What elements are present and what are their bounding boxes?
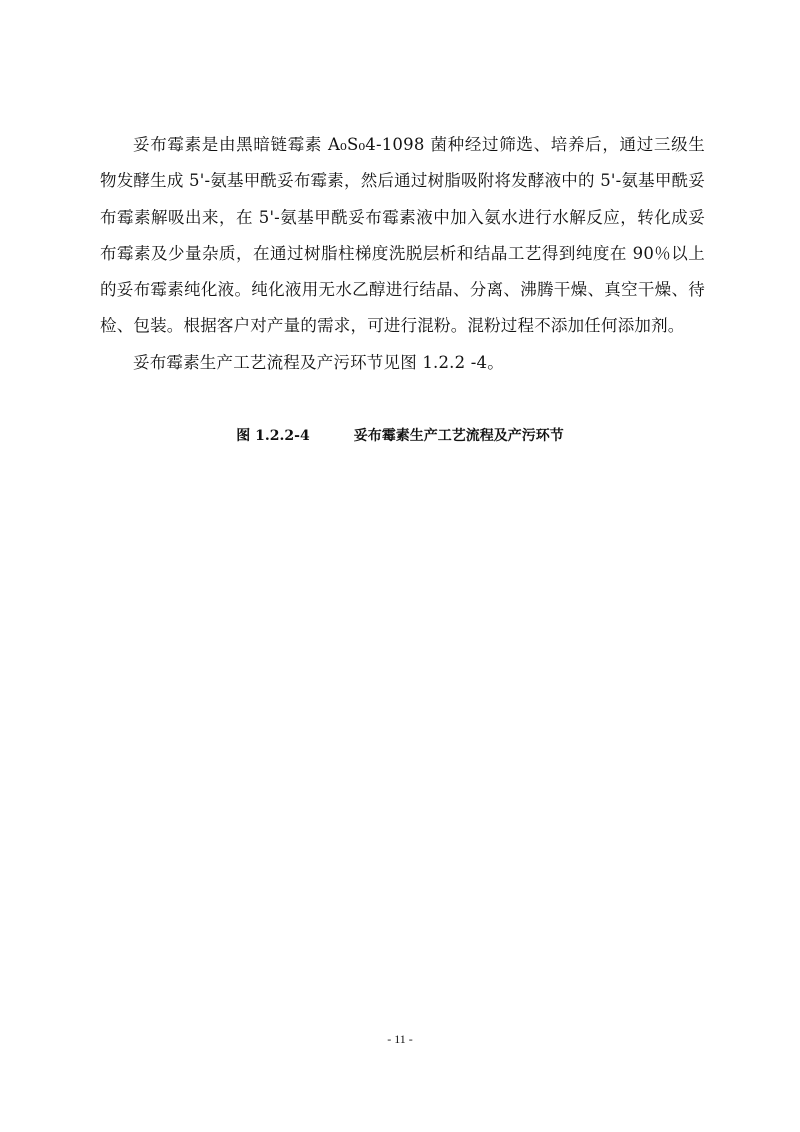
page-number: - 11 - <box>387 1032 413 1046</box>
figure-number: 图 1.2.2-4 <box>236 428 310 444</box>
body-text <box>100 127 705 381</box>
figure-caption <box>0 425 800 445</box>
figure-title: 妥布霉素生产工艺流程及产污环节 <box>353 428 564 444</box>
paragraph-process-description: 妥布霉素是由黑暗链霉素 A₀S₀4-1098 菌种经过筛选、培养后，通过三级生物发酵生成 5'-氨基甲酰妥布霉素，然后通过树脂吸附将发酵液中的 5'-氨基甲酰妥布霉素解吸出来，在 5'-氨基甲酰妥布霉素液中加入氨水进行水解反应，转化成妥布霉素及少量杂质，在通过树脂柱梯度洗脱层析和结晶工艺得到纯度在 90％以上的妥布霉素纯化液。纯化液用无水乙醇进行结晶、分离、沸腾干燥、真空干燥、待检、包装。根据客户对产量的需求，可进行混粉。混粉过程不添加任何添加剂。 <box>100 135 705 336</box>
paragraph-figure-reference: 妥布霉素生产工艺流程及产污环节见图 1.2.2 -4。 <box>133 352 504 372</box>
